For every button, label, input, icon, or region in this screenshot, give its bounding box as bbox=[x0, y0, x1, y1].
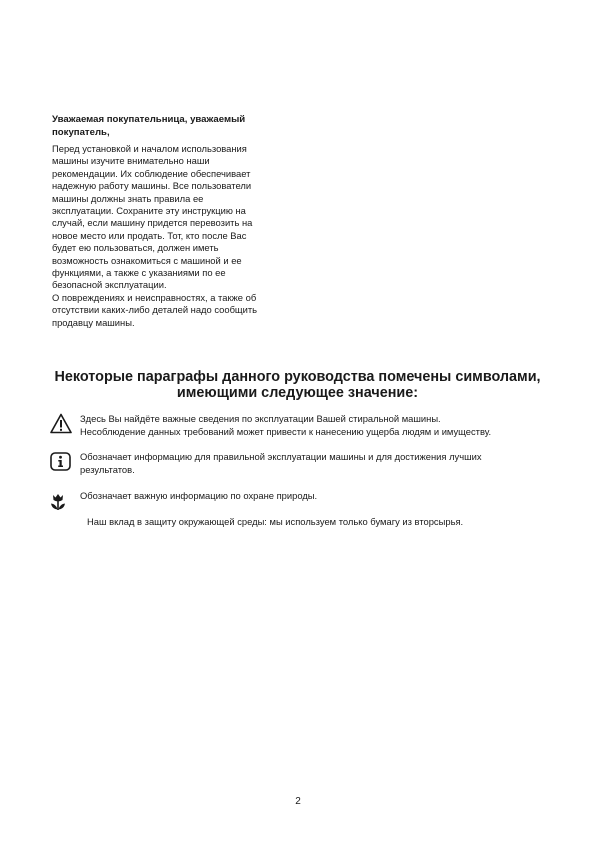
symbol-description-line: Несоблюдение данных требований может привести к нанесению ущерба людям и имуществу. bbox=[80, 425, 492, 437]
symbols-heading-line: имеющими следующее значение: bbox=[176, 385, 419, 401]
intro-body-line: продавцу машины. bbox=[52, 316, 135, 328]
symbol-description-line: Обозначает важную информацию по охране природы. bbox=[80, 490, 318, 501]
intro-body-line: рекомендации. Их соблюдение обеспечивает bbox=[52, 167, 251, 179]
symbol-description bbox=[80, 451, 482, 476]
symbol-description bbox=[80, 413, 491, 438]
page-number: 2 bbox=[295, 796, 301, 807]
intro-body-line: машины должны знать правила ее bbox=[52, 192, 204, 204]
intro-body-line: отсутствии каких-либо деталей надо сообщить bbox=[52, 304, 258, 316]
recycled-paper-note: Наш вклад в защиту окружающей среды: мы используем только бумагу из вторсырья. bbox=[87, 516, 464, 527]
intro-body-line: новое место или продать. Тот, кто после Вас bbox=[52, 229, 247, 241]
eco-flower-icon bbox=[50, 493, 66, 516]
symbols-heading bbox=[40, 369, 555, 401]
intro-body-line: эксплуатации. Сохраните эту инструкцию на bbox=[52, 205, 246, 217]
intro-title-line: Уважаемая покупательница, уважаемый bbox=[52, 114, 246, 125]
intro-body-line: машины изучите внимательно наши bbox=[52, 155, 210, 167]
warning-triangle-icon bbox=[50, 413, 72, 439]
symbol-description-line: результатов. bbox=[80, 463, 135, 475]
intro-body-line: Перед установкой и началом использования bbox=[52, 143, 247, 154]
intro-body-line: безопасной эксплуатации. bbox=[52, 279, 167, 291]
symbol-description-line: Обозначает информацию для правильной эксплуатации машины и для достижения лучших bbox=[80, 451, 482, 462]
intro-body-line: возможность ознакомиться с машиной и ее bbox=[52, 254, 242, 266]
intro-body-line: надежную работу машины. Все пользователи bbox=[52, 180, 252, 192]
intro-title-line: покупатель, bbox=[52, 127, 110, 138]
intro-section bbox=[52, 113, 292, 329]
intro-body-line: функциями, а также с указаниями по ее bbox=[52, 267, 226, 279]
intro-body-line: О повреждениях и неисправностях, а также об bbox=[52, 291, 257, 303]
intro-body-line: будет ею пользоваться, должен иметь bbox=[52, 242, 219, 254]
symbol-description-line: Здесь Вы найдёте важные сведения по эксплуатации Вашей стиральной машины. bbox=[80, 413, 441, 424]
symbols-heading-line: Некоторые параграфы данного руководства помечены символами, bbox=[54, 369, 541, 385]
intro-body bbox=[52, 143, 292, 329]
symbol-description bbox=[80, 490, 317, 503]
info-icon bbox=[50, 452, 72, 477]
intro-body-line: случай, если машину придется перевозить на bbox=[52, 217, 253, 229]
intro-title bbox=[52, 113, 292, 139]
